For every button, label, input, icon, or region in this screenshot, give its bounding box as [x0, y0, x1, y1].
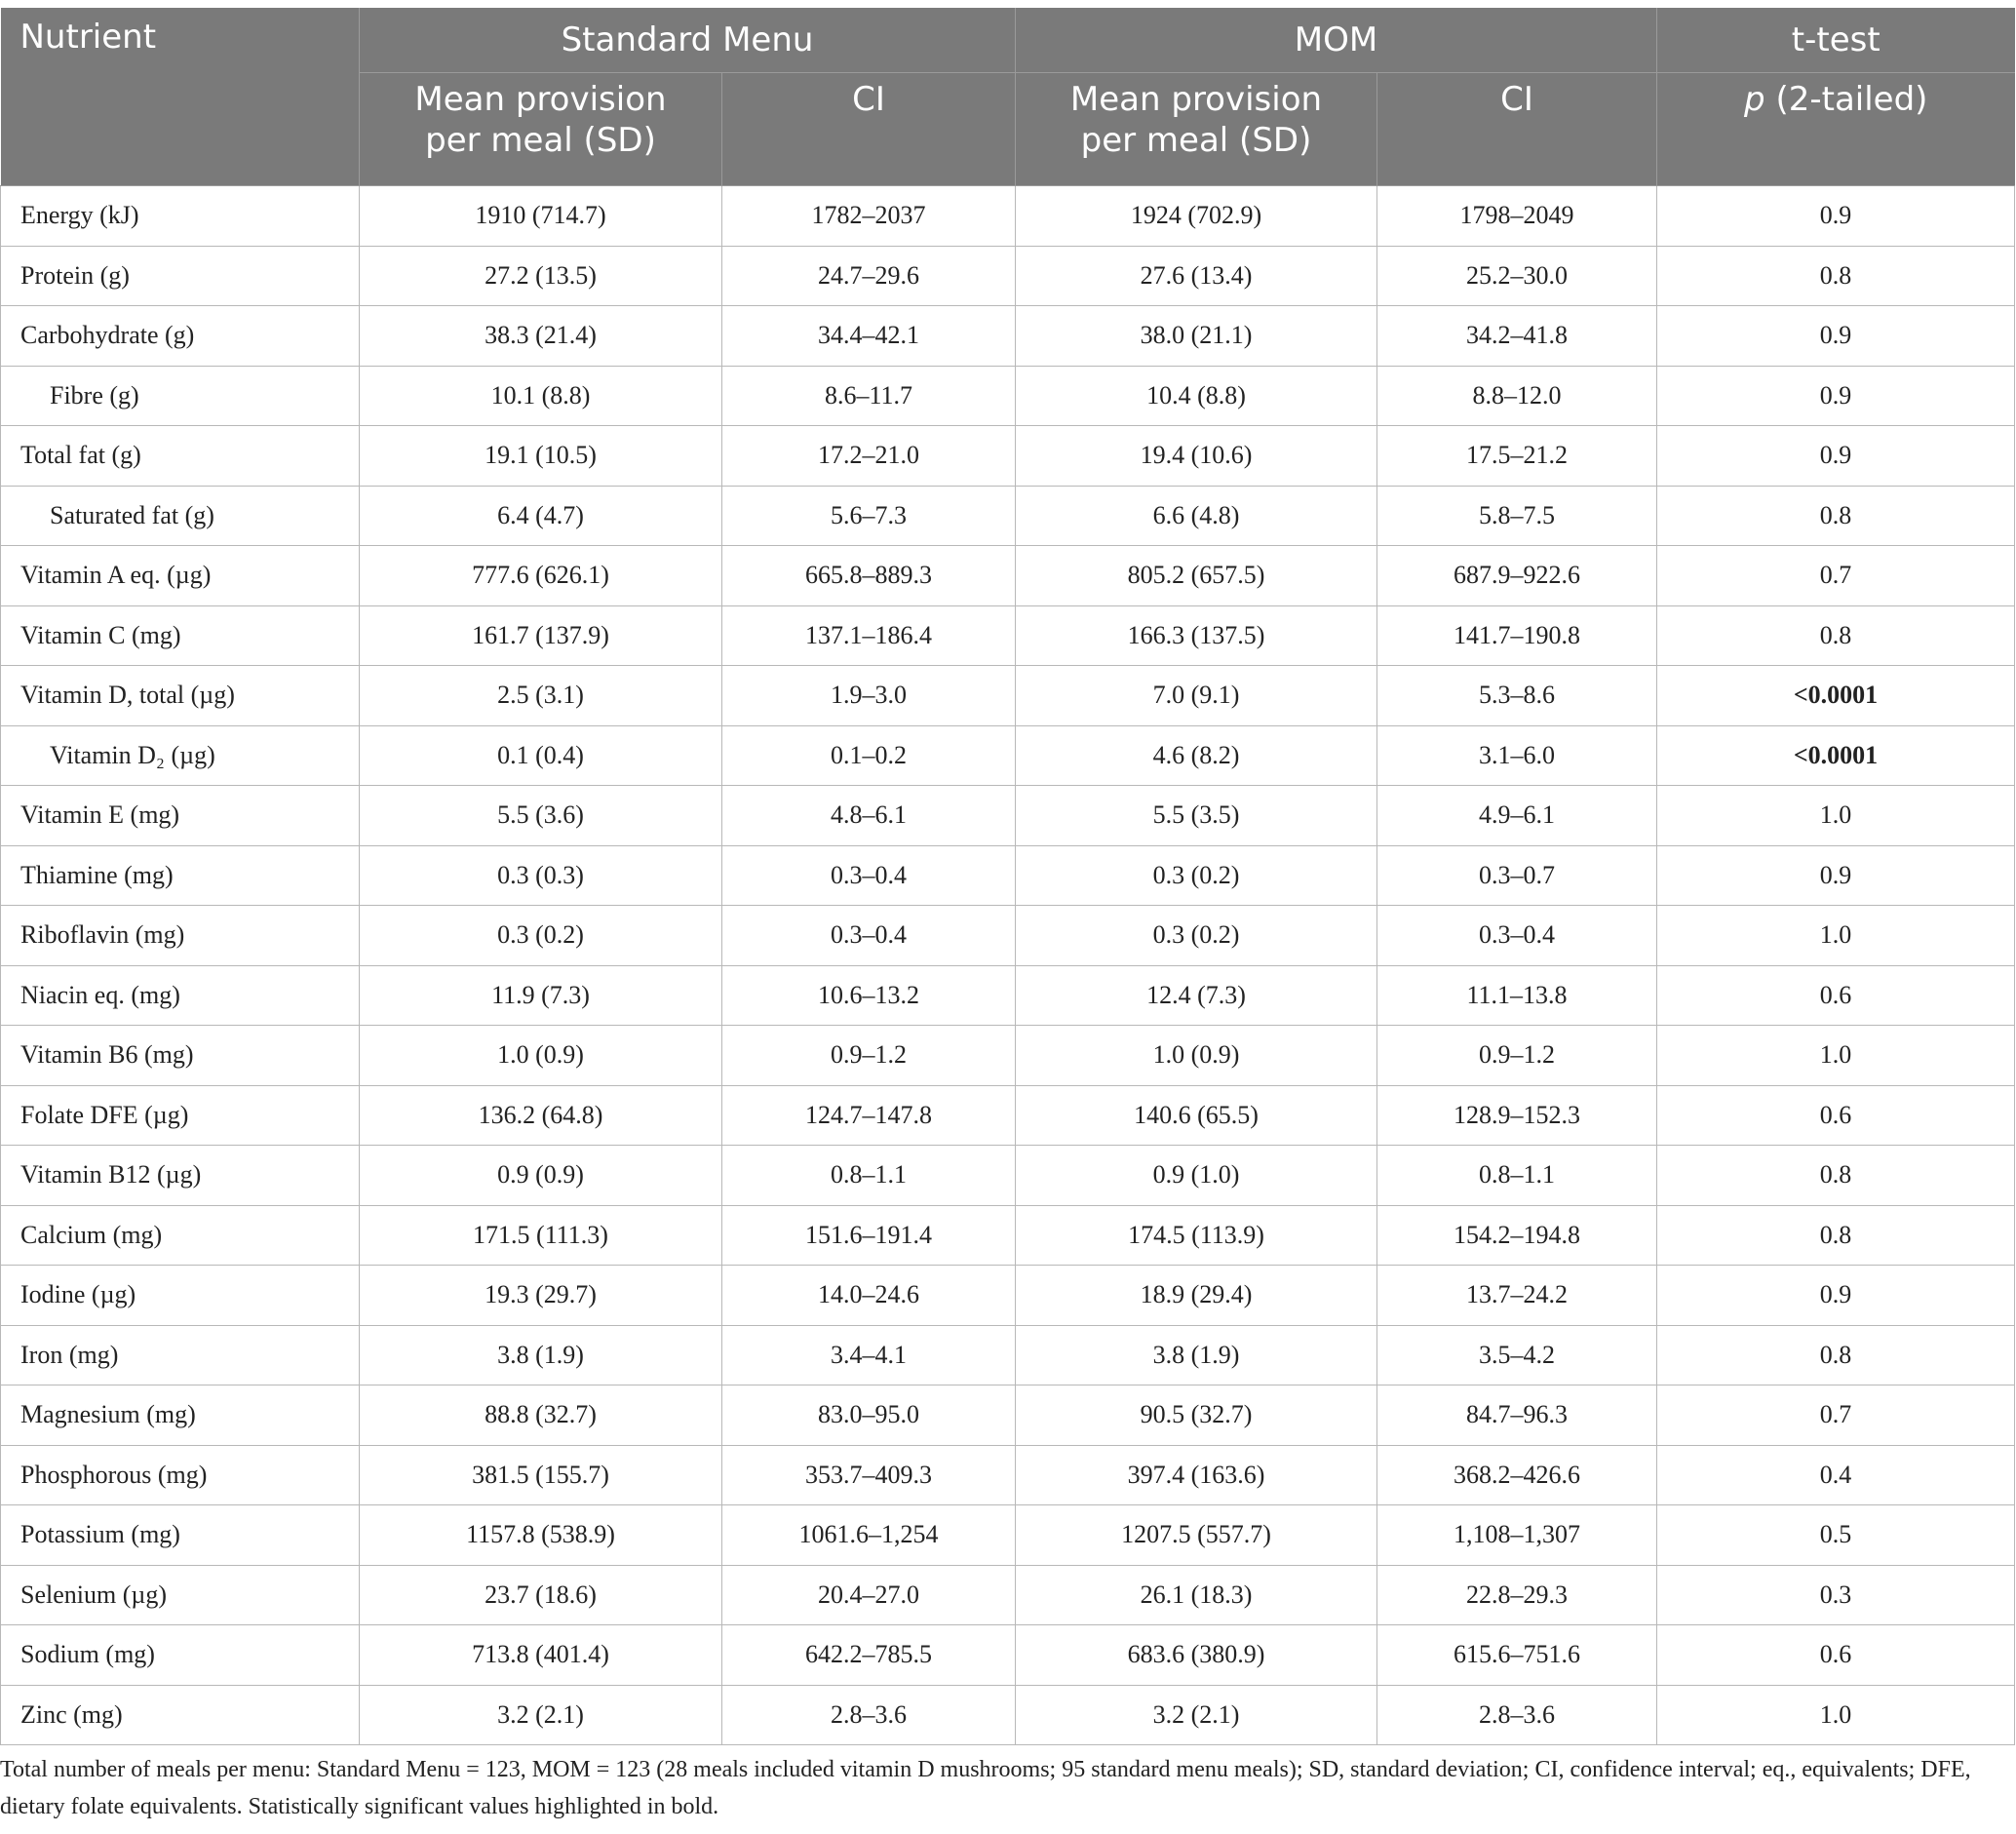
cell-nutrient: Vitamin B12 (µg): [1, 1146, 360, 1206]
table-row: [1, 1565, 2015, 1625]
cell-standard-mean: 2.5 (3.1): [360, 666, 722, 726]
header-ttest: t-test: [1657, 8, 2015, 73]
table-row: [1, 1625, 2015, 1686]
cell-mom-ci: 3.1–6.0: [1377, 725, 1657, 786]
cell-mom-mean: 1207.5 (557.7): [1016, 1505, 1377, 1566]
cell-mom-ci: 3.5–4.2: [1377, 1325, 1657, 1385]
table-row: [1, 486, 2015, 546]
cell-nutrient: Folate DFE (µg): [1, 1085, 360, 1146]
cell-standard-ci: 124.7–147.8: [722, 1085, 1016, 1146]
table-row: [1, 1445, 2015, 1505]
cell-standard-mean: 11.9 (7.3): [360, 965, 722, 1026]
header-mean-line1: Mean provision: [1069, 80, 1323, 119]
cell-standard-mean: 88.8 (32.7): [360, 1385, 722, 1446]
nutrient-comparison-table: [0, 8, 2015, 1745]
cell-p-value: 0.9: [1657, 1266, 2015, 1326]
cell-mom-mean: 5.5 (3.5): [1016, 786, 1377, 846]
cell-mom-mean: 6.6 (4.8): [1016, 486, 1377, 546]
cell-mom-ci: 1798–2049: [1377, 186, 1657, 247]
header-mom-ci: CI: [1377, 73, 1657, 186]
cell-mom-mean: 27.6 (13.4): [1016, 246, 1377, 306]
cell-p-value: 0.6: [1657, 1085, 2015, 1146]
cell-mom-ci: 0.3–0.4: [1377, 906, 1657, 966]
table-row: [1, 1325, 2015, 1385]
cell-standard-ci: 0.8–1.1: [722, 1146, 1016, 1206]
cell-p-value: 0.8: [1657, 1325, 2015, 1385]
cell-standard-ci: 83.0–95.0: [722, 1385, 1016, 1446]
cell-standard-mean: 171.5 (111.3): [360, 1205, 722, 1266]
cell-standard-ci: 1782–2037: [722, 186, 1016, 247]
table-row: [1, 845, 2015, 906]
table-row: [1, 306, 2015, 367]
cell-mom-ci: 687.9–922.6: [1377, 546, 1657, 606]
cell-mom-ci: 5.8–7.5: [1377, 486, 1657, 546]
cell-p-value: 0.4: [1657, 1445, 2015, 1505]
cell-standard-mean: 777.6 (626.1): [360, 546, 722, 606]
cell-p-value: 0.9: [1657, 186, 2015, 247]
table-row: [1, 725, 2015, 786]
cell-nutrient: Protein (g): [1, 246, 360, 306]
cell-mom-ci: 615.6–751.6: [1377, 1625, 1657, 1686]
cell-standard-mean: 381.5 (155.7): [360, 1445, 722, 1505]
nutrient-table-container: [0, 8, 2016, 1745]
cell-mom-mean: 3.2 (2.1): [1016, 1685, 1377, 1745]
cell-standard-mean: 713.8 (401.4): [360, 1625, 722, 1686]
table-row: [1, 1685, 2015, 1745]
cell-mom-mean: 7.0 (9.1): [1016, 666, 1377, 726]
cell-nutrient: Vitamin B6 (mg): [1, 1026, 360, 1086]
table-row: [1, 1266, 2015, 1326]
cell-p-value: <0.0001: [1657, 666, 2015, 726]
cell-p-value: 0.3: [1657, 1565, 2015, 1625]
cell-mom-ci: 5.3–8.6: [1377, 666, 1657, 726]
cell-mom-ci: 368.2–426.6: [1377, 1445, 1657, 1505]
cell-mom-mean: 0.3 (0.2): [1016, 906, 1377, 966]
header-p-value: [1657, 73, 2015, 186]
cell-standard-mean: 136.2 (64.8): [360, 1085, 722, 1146]
cell-mom-ci: 1,108–1,307: [1377, 1505, 1657, 1566]
cell-p-value: 1.0: [1657, 1685, 2015, 1745]
cell-p-value: 1.0: [1657, 1026, 2015, 1086]
cell-p-value: 1.0: [1657, 906, 2015, 966]
cell-standard-ci: 665.8–889.3: [722, 546, 1016, 606]
header-p-rest: (2-tailed): [1764, 80, 1928, 119]
cell-p-value: 0.8: [1657, 1146, 2015, 1206]
cell-mom-ci: 0.3–0.7: [1377, 845, 1657, 906]
cell-mom-ci: 11.1–13.8: [1377, 965, 1657, 1026]
cell-nutrient: Phosphorous (mg): [1, 1445, 360, 1505]
cell-mom-mean: 166.3 (137.5): [1016, 605, 1377, 666]
cell-mom-ci: 4.9–6.1: [1377, 786, 1657, 846]
cell-nutrient: Potassium (mg): [1, 1505, 360, 1566]
table-row: [1, 965, 2015, 1026]
cell-standard-ci: 0.3–0.4: [722, 845, 1016, 906]
cell-mom-mean: 38.0 (21.1): [1016, 306, 1377, 367]
table-row: [1, 1385, 2015, 1446]
cell-standard-mean: 38.3 (21.4): [360, 306, 722, 367]
table-row: [1, 1146, 2015, 1206]
header-nutrient: Nutrient: [1, 8, 360, 186]
cell-mom-mean: 140.6 (65.5): [1016, 1085, 1377, 1146]
header-mean-line2: per meal (SD): [425, 121, 656, 160]
table-row: [1, 1085, 2015, 1146]
table-footnote: Total number of meals per menu: Standard Menu = 123, MOM = 123 (28 meals included vitamin D mushrooms; 95 standard menu meals); SD, standard deviation; CI, confidence interval; eq., equivalents; DFE, dietary folate equivalents. Statistically significant values highlighted in bold.: [0, 1757, 1971, 1819]
header-mom: MOM: [1016, 8, 1657, 73]
cell-standard-ci: 5.6–7.3: [722, 486, 1016, 546]
cell-nutrient: Vitamin C (mg): [1, 605, 360, 666]
cell-mom-ci: 84.7–96.3: [1377, 1385, 1657, 1446]
cell-standard-mean: 1.0 (0.9): [360, 1026, 722, 1086]
cell-p-value: 0.8: [1657, 246, 2015, 306]
cell-standard-ci: 3.4–4.1: [722, 1325, 1016, 1385]
cell-nutrient: Sodium (mg): [1, 1625, 360, 1686]
cell-mom-mean: 19.4 (10.6): [1016, 426, 1377, 487]
cell-standard-ci: 0.1–0.2: [722, 725, 1016, 786]
cell-p-value: 0.5: [1657, 1505, 2015, 1566]
cell-mom-ci: 8.8–12.0: [1377, 366, 1657, 426]
cell-p-value: 0.8: [1657, 486, 2015, 546]
cell-standard-mean: 1157.8 (538.9): [360, 1505, 722, 1566]
table-row: [1, 786, 2015, 846]
cell-standard-ci: 10.6–13.2: [722, 965, 1016, 1026]
cell-nutrient: Vitamin E (mg): [1, 786, 360, 846]
cell-standard-mean: 3.8 (1.9): [360, 1325, 722, 1385]
cell-standard-mean: 6.4 (4.7): [360, 486, 722, 546]
cell-mom-ci: 0.9–1.2: [1377, 1026, 1657, 1086]
cell-standard-mean: 161.7 (137.9): [360, 605, 722, 666]
cell-nutrient: Riboflavin (mg): [1, 906, 360, 966]
table-row: [1, 186, 2015, 247]
cell-standard-ci: 1.9–3.0: [722, 666, 1016, 726]
cell-p-value: 1.0: [1657, 786, 2015, 846]
cell-standard-mean: 5.5 (3.6): [360, 786, 722, 846]
cell-mom-ci: 34.2–41.8: [1377, 306, 1657, 367]
cell-standard-mean: 0.3 (0.2): [360, 906, 722, 966]
cell-mom-mean: 4.6 (8.2): [1016, 725, 1377, 786]
table-row: [1, 1505, 2015, 1566]
table-row: [1, 246, 2015, 306]
cell-p-value: 0.9: [1657, 306, 2015, 367]
table-row: [1, 426, 2015, 487]
cell-mom-ci: 154.2–194.8: [1377, 1205, 1657, 1266]
table-row: [1, 1026, 2015, 1086]
cell-nutrient: Niacin eq. (mg): [1, 965, 360, 1026]
cell-mom-ci: 25.2–30.0: [1377, 246, 1657, 306]
cell-nutrient: Iron (mg): [1, 1325, 360, 1385]
cell-mom-mean: 1.0 (0.9): [1016, 1026, 1377, 1086]
table-row: [1, 906, 2015, 966]
cell-mom-ci: 141.7–190.8: [1377, 605, 1657, 666]
cell-mom-mean: 12.4 (7.3): [1016, 965, 1377, 1026]
cell-standard-ci: 4.8–6.1: [722, 786, 1016, 846]
table-row: [1, 1205, 2015, 1266]
cell-standard-ci: 14.0–24.6: [722, 1266, 1016, 1326]
cell-standard-mean: 10.1 (8.8): [360, 366, 722, 426]
cell-mom-ci: 2.8–3.6: [1377, 1685, 1657, 1745]
cell-mom-mean: 397.4 (163.6): [1016, 1445, 1377, 1505]
table-header: [1, 8, 2015, 186]
cell-mom-mean: 805.2 (657.5): [1016, 546, 1377, 606]
cell-mom-ci: 128.9–152.3: [1377, 1085, 1657, 1146]
cell-standard-mean: 19.1 (10.5): [360, 426, 722, 487]
table-row: [1, 366, 2015, 426]
cell-standard-mean: 0.3 (0.3): [360, 845, 722, 906]
cell-mom-mean: 90.5 (32.7): [1016, 1385, 1377, 1446]
cell-standard-ci: 0.9–1.2: [722, 1026, 1016, 1086]
cell-nutrient: Magnesium (mg): [1, 1385, 360, 1446]
cell-mom-mean: 683.6 (380.9): [1016, 1625, 1377, 1686]
cell-mom-mean: 18.9 (29.4): [1016, 1266, 1377, 1326]
cell-mom-ci: 17.5–21.2: [1377, 426, 1657, 487]
cell-mom-ci: 13.7–24.2: [1377, 1266, 1657, 1326]
cell-p-value: 0.6: [1657, 965, 2015, 1026]
cell-mom-mean: 174.5 (113.9): [1016, 1205, 1377, 1266]
header-standard-mean: [360, 73, 722, 186]
cell-nutrient: Selenium (µg): [1, 1565, 360, 1625]
cell-nutrient: Vitamin D, total (µg): [1, 666, 360, 726]
cell-standard-ci: 17.2–21.0: [722, 426, 1016, 487]
table-body: [1, 186, 2015, 1745]
cell-standard-mean: 19.3 (29.7): [360, 1266, 722, 1326]
cell-p-value: 0.7: [1657, 1385, 2015, 1446]
cell-standard-ci: 1061.6–1,254: [722, 1505, 1016, 1566]
cell-standard-ci: 137.1–186.4: [722, 605, 1016, 666]
header-mean-line1: Mean provision: [414, 80, 667, 119]
cell-standard-ci: 151.6–191.4: [722, 1205, 1016, 1266]
cell-standard-ci: 24.7–29.6: [722, 246, 1016, 306]
cell-nutrient: Fibre (g): [1, 366, 360, 426]
cell-standard-mean: 23.7 (18.6): [360, 1565, 722, 1625]
cell-nutrient: Saturated fat (g): [1, 486, 360, 546]
cell-mom-mean: 0.3 (0.2): [1016, 845, 1377, 906]
table-row: [1, 666, 2015, 726]
cell-standard-mean: 0.1 (0.4): [360, 725, 722, 786]
header-mean-line2: per meal (SD): [1080, 121, 1312, 160]
cell-standard-mean: 27.2 (13.5): [360, 246, 722, 306]
cell-mom-mean: 10.4 (8.8): [1016, 366, 1377, 426]
cell-mom-mean: 1924 (702.9): [1016, 186, 1377, 247]
table-row: [1, 546, 2015, 606]
table-row: [1, 605, 2015, 666]
cell-standard-ci: 34.4–42.1: [722, 306, 1016, 367]
cell-nutrient: Calcium (mg): [1, 1205, 360, 1266]
cell-p-value: 0.6: [1657, 1625, 2015, 1686]
header-row-groups: [1, 8, 2015, 73]
cell-p-value: 0.8: [1657, 605, 2015, 666]
cell-nutrient: Vitamin A eq. (µg): [1, 546, 360, 606]
header-p-italic: p: [1744, 80, 1765, 119]
cell-standard-ci: 8.6–11.7: [722, 366, 1016, 426]
cell-mom-mean: 26.1 (18.3): [1016, 1565, 1377, 1625]
cell-p-value: 0.8: [1657, 1205, 2015, 1266]
cell-standard-mean: 1910 (714.7): [360, 186, 722, 247]
cell-nutrient: Iodine (µg): [1, 1266, 360, 1326]
header-standard-menu: Standard Menu: [360, 8, 1016, 73]
cell-mom-ci: 0.8–1.1: [1377, 1146, 1657, 1206]
cell-nutrient: Thiamine (mg): [1, 845, 360, 906]
cell-p-value: 0.9: [1657, 426, 2015, 487]
cell-p-value: 0.9: [1657, 845, 2015, 906]
cell-nutrient: Carbohydrate (g): [1, 306, 360, 367]
cell-standard-mean: 0.9 (0.9): [360, 1146, 722, 1206]
cell-nutrient: Zinc (mg): [1, 1685, 360, 1745]
cell-standard-mean: 3.2 (2.1): [360, 1685, 722, 1745]
cell-nutrient: Energy (kJ): [1, 186, 360, 247]
header-standard-ci: CI: [722, 73, 1016, 186]
cell-nutrient: Vitamin D₂ (µg): [1, 725, 360, 786]
cell-standard-ci: 353.7–409.3: [722, 1445, 1016, 1505]
cell-p-value: <0.0001: [1657, 725, 2015, 786]
cell-standard-ci: 0.3–0.4: [722, 906, 1016, 966]
cell-standard-ci: 2.8–3.6: [722, 1685, 1016, 1745]
cell-standard-ci: 20.4–27.0: [722, 1565, 1016, 1625]
cell-standard-ci: 642.2–785.5: [722, 1625, 1016, 1686]
cell-p-value: 0.7: [1657, 546, 2015, 606]
cell-mom-mean: 3.8 (1.9): [1016, 1325, 1377, 1385]
cell-p-value: 0.9: [1657, 366, 2015, 426]
cell-mom-ci: 22.8–29.3: [1377, 1565, 1657, 1625]
cell-nutrient: Total fat (g): [1, 426, 360, 487]
header-mom-mean: [1016, 73, 1377, 186]
cell-mom-mean: 0.9 (1.0): [1016, 1146, 1377, 1206]
